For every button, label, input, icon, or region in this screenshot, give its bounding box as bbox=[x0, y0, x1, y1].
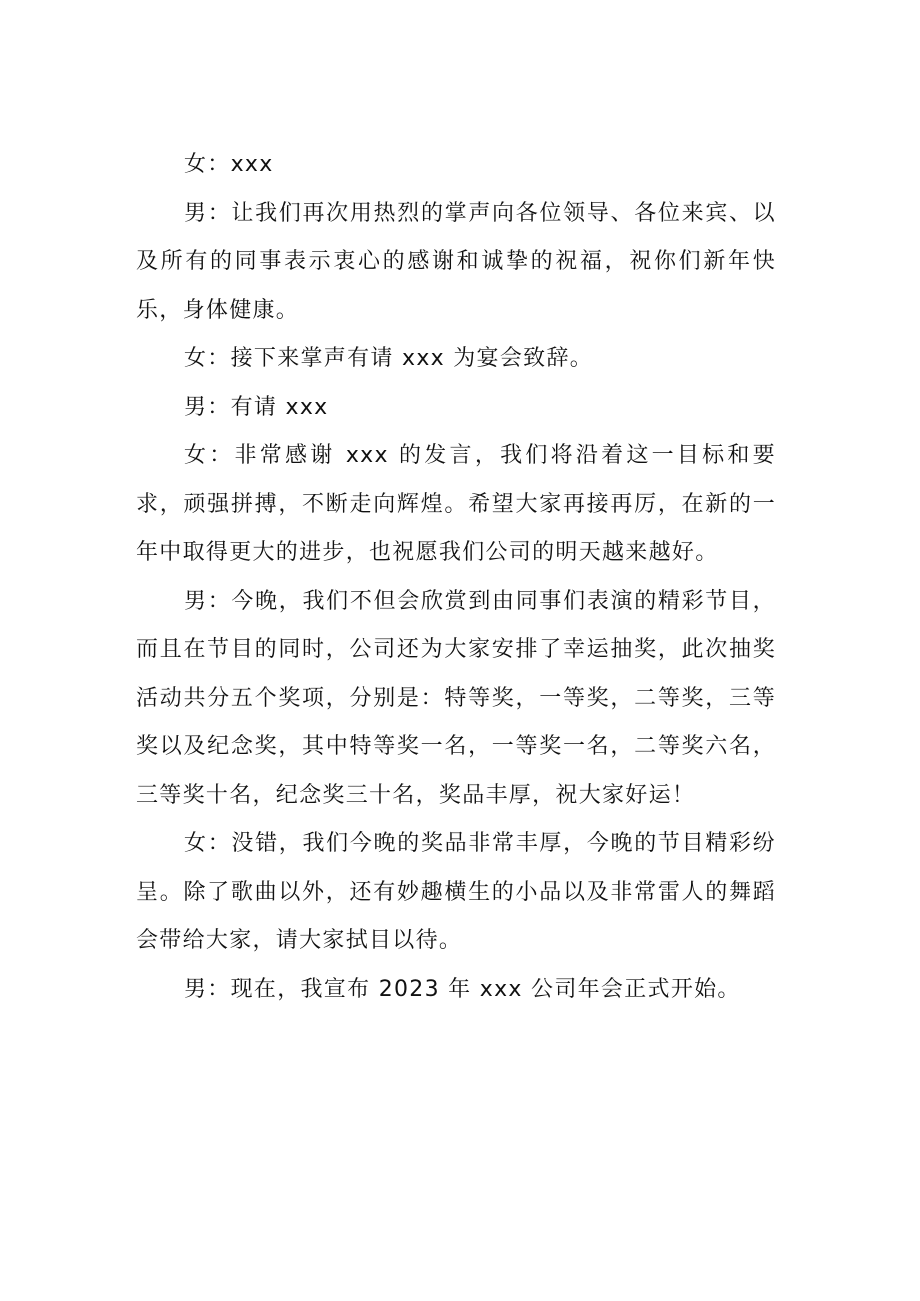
paragraph-5: 女：非常感谢 xxx 的发言，我们将沿着这一目标和要求，顽强拼搏，不断走向辉煌。希望大家再接再厉，在新的一年中取得更大的进步，也祝愿我们公司的明天越来越好。 bbox=[136, 443, 776, 565]
document-body bbox=[136, 141, 776, 1014]
paragraph-3: 女：接下来掌声有请 xxx 为宴会致辞。 bbox=[184, 346, 594, 371]
paragraph-7: 女：没错，我们今晚的奖品非常丰厚，今晚的节目精彩纷呈。除了歌曲以外，还有妙趣横生的小品以及非常雷人的舞蹈会带给大家，请大家拭目以待。 bbox=[136, 831, 776, 953]
paragraph-2: 男：让我们再次用热烈的掌声向各位领导、各位来宾、以及所有的同事表示衷心的感谢和诚挚的祝福，祝你们新年快乐，身体健康。 bbox=[136, 200, 776, 323]
paragraph-8: 男：现在，我宣布 2023 年 xxx 公司年会正式开始。 bbox=[184, 976, 741, 1002]
paragraph-1: 女：xxx bbox=[184, 152, 274, 177]
paragraph-4: 男：有请 xxx bbox=[184, 394, 329, 420]
paragraph-6: 男：今晚，我们不但会欣赏到由同事们表演的精彩节目，而且在节目的同时，公司还为大家安排了幸运抽奖，此次抽奖活动共分五个奖项，分别是：特等奖，一等奖，二等奖，三等奖以及纪念奖，其中特等奖一名，一等奖一名，二等奖六名，三等奖十名，纪念奖三十名，奖品丰厚，祝大家好运！ bbox=[136, 588, 776, 808]
